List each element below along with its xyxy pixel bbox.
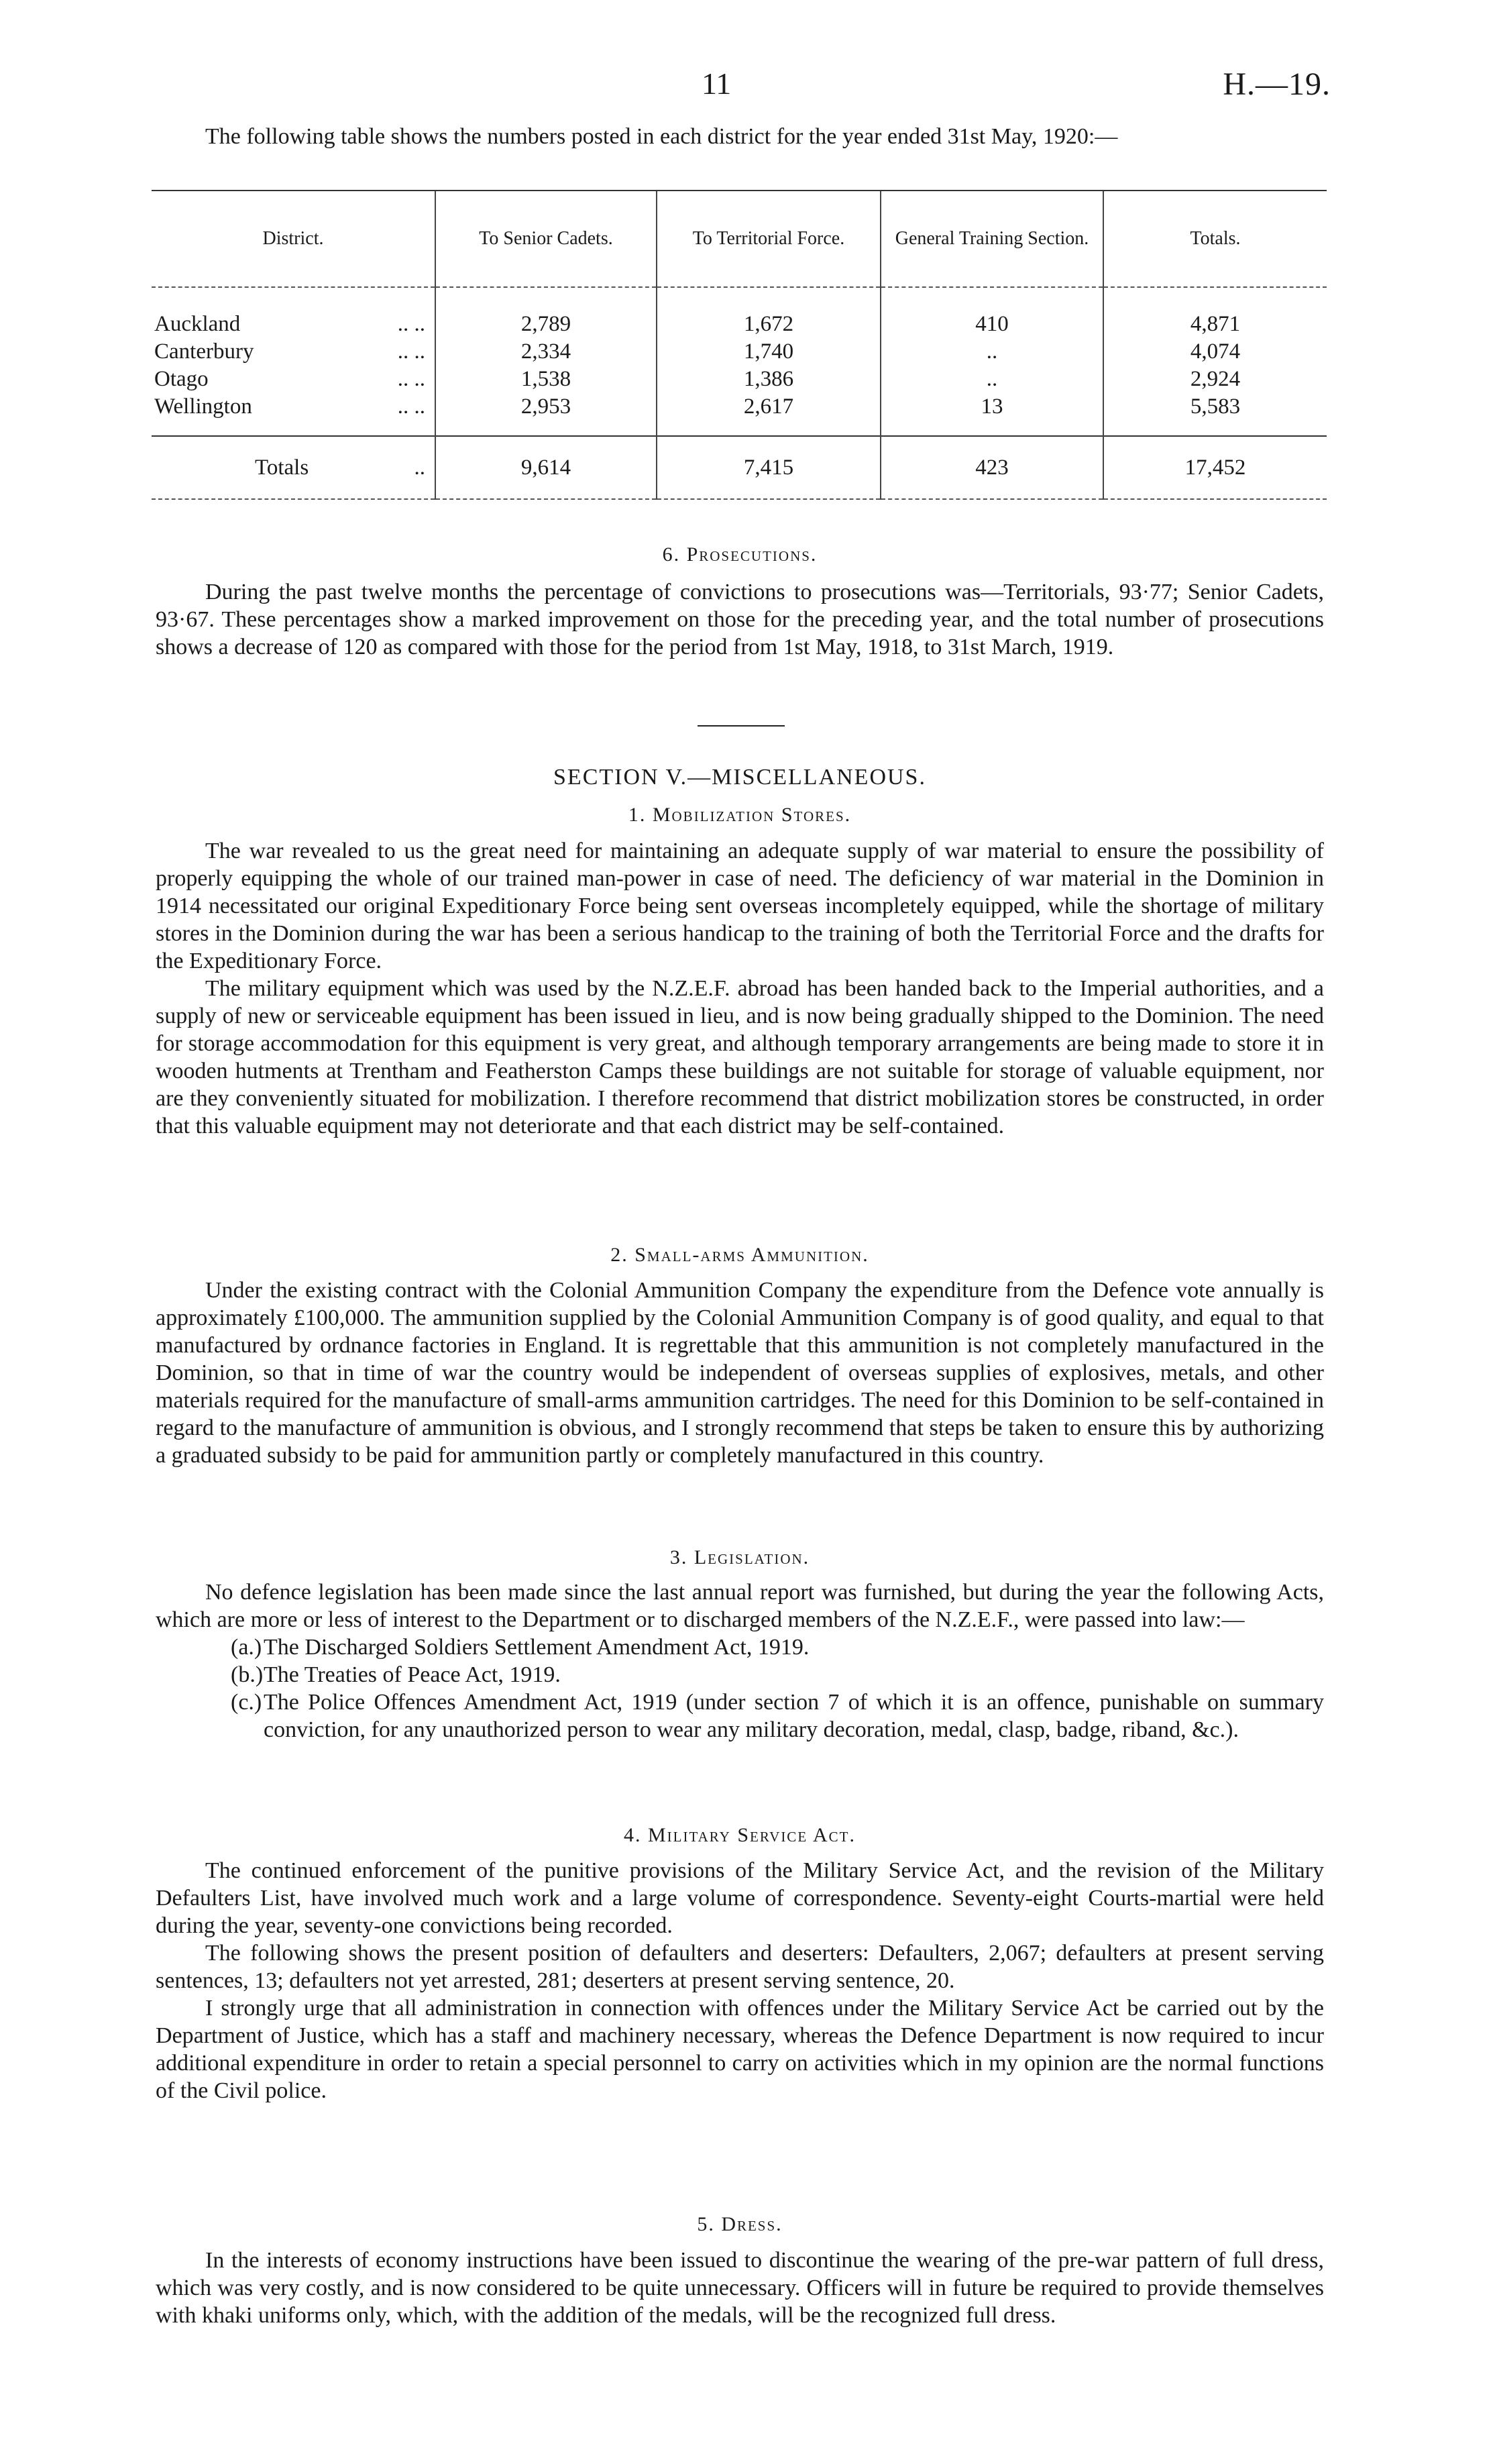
list-item (156, 1633, 1324, 1661)
prosecutions-paragraph: During the past twelve months the percentage of convictions to prosecutions was—Territorials, 93·77; Senior Cadets, 93·67. These percentages show a marked improvement on those for the preceding year, and the total number of prosecutions shows a decrease of 120 as compared with those for the period from 1st May, 1918, to 31st March, 1919. (156, 580, 1324, 659)
district-name: Otago (154, 367, 209, 391)
total-value: 5,583 (1103, 394, 1327, 436)
district-cell (152, 394, 435, 436)
table-row (152, 287, 1327, 339)
senior-cadets-value: 1,538 (435, 367, 657, 394)
document-reference: H.—19. (1223, 66, 1331, 102)
act-label: (c.) (231, 1690, 262, 1715)
column-header-senior-cadets: To Senior Cadets. (435, 191, 657, 287)
table-totals-row (152, 436, 1327, 499)
acts-list (156, 1633, 1324, 1744)
section-v-heading: SECTION V.—MISCELLANEOUS. (553, 765, 926, 790)
grand-total: 17,452 (1103, 436, 1327, 499)
table-header-row (152, 191, 1327, 287)
military-service-act-heading: 4. Military Service Act. (624, 1824, 856, 1846)
act-text: The Treaties of Peace Act, 1919. (264, 1662, 561, 1687)
table-row (152, 367, 1327, 394)
district-name: Auckland (154, 312, 241, 336)
territorial-force-total: 7,415 (657, 436, 881, 499)
small-arms-ammunition-heading: 2. Small-arms Ammunition. (610, 1244, 869, 1266)
general-training-value: 410 (881, 287, 1103, 339)
act-label: (b.) (231, 1662, 264, 1687)
leader-dots: .. (414, 455, 425, 480)
military-service-paragraph: I strongly urge that all administration in connection with offences under the Military Service Act be carried out by the Department of Justice, which has a staff and machinery necessary, whereas the Defence Department is now required to incur additional expenditure in order to retain a special personnel to carry on activities which in my opinion are the normal functions of the Civil police. (156, 1996, 1324, 2103)
senior-cadets-value: 2,953 (435, 394, 657, 436)
district-name: Canterbury (154, 339, 254, 364)
district-cell (152, 367, 435, 394)
column-header-territorial-force: To Territorial Force. (657, 191, 881, 287)
column-header-general-training: General Training Section. (881, 191, 1103, 287)
table-row (152, 339, 1327, 367)
district-cell (152, 287, 435, 339)
column-header-district: District. (152, 191, 435, 287)
territorial-force-value: 1,740 (657, 339, 881, 367)
military-service-paragraph: The continued enforcement of the punitive provisions of the Military Service Act, and the revision of the Military Defaulters List, have involved much work and a large volume of correspondence. Seventy-eight Courts-martial were held during the year, seventy-one convictions being recorded. (156, 1858, 1324, 1938)
mobilization-paragraph: The war revealed to us the great need for maintaining an adequate supply of war material to ensure the possibility of properly equipping the whole of our trained man-power in case of need. The deficiency of war material in the Dominion in 1914 necessitated our original Expeditionary Force being sent overseas incompletely equipped, while the shortage of military stores in the Dominion during the war has been a serious handicap to the training of both the Territorial Force and the drafts for the Expeditionary Force. (156, 839, 1324, 973)
military-service-act-section (156, 1857, 1324, 2104)
district-name: Wellington (154, 394, 252, 419)
act-text: The Police Offences Amendment Act, 1919 (under section 7 of which it is an offence, punishable on summary conviction, for any unauthorized person to wear any military decoration, medal, clasp, badge, riband, &c.). (264, 1690, 1324, 1742)
table-row (152, 394, 1327, 436)
general-training-value: .. (881, 339, 1103, 367)
dress-heading: 5. Dress. (697, 2213, 783, 2235)
list-item (156, 1661, 1324, 1689)
page-number: 11 (702, 66, 732, 101)
mobilization-stores-section (156, 837, 1324, 1140)
legislation-heading: 3. Legislation. (669, 1546, 810, 1568)
total-value: 4,871 (1103, 287, 1327, 339)
dress-paragraph: In the interests of economy instructions have been issued to discontinue the wearing of the pre-war pattern of full dress, which was very costly, and is now considered to be quite unnecessary. Officers will in future be required to provide themselves with khaki uniforms only, which, with the addition of the medals, will be the recognized full dress. (156, 2248, 1324, 2328)
territorial-force-value: 1,672 (657, 287, 881, 339)
table-intro (156, 123, 1324, 150)
list-item (156, 1689, 1324, 1744)
senior-cadets-total: 9,614 (435, 436, 657, 499)
senior-cadets-value: 2,334 (435, 339, 657, 367)
general-training-total: 423 (881, 436, 1103, 499)
table-intro-text: The following table shows the numbers posted in each district for the year ended 31st May, 1920:— (205, 124, 1118, 149)
dress-section (156, 2247, 1324, 2329)
ammunition-paragraph: Under the existing contract with the Colonial Ammunition Company the expenditure from the Defence vote annually is approximately £100,000. The ammunition supplied by the Colonial Ammunition Company is of good quality, and equal to that manufactured by ordnance factories in England. It is regrettable that this ammunition is not completely manufactured in the Dominion, so that in time of war the country would be independent of overseas supplies of explosives, metals, and other materials required for the manufacture of small-arms ammunition cartridges. The need for this Dominion to be self-contained in regard to the manufacture of ammunition is obvious, and I strongly recommend that steps be taken to ensure this by authorizing a graduated subsidy to be paid for ammunition partly or completely manufactured in this country. (156, 1278, 1324, 1468)
legislation-paragraph: No defence legislation has been made since the last annual report was furnished, but during the year the following Acts, which are more or less of interest to the Department or to discharged members of the N.Z.E.F., were passed into law:— (156, 1580, 1324, 1632)
mobilization-stores-heading: 1. Mobilization Stores. (628, 804, 852, 826)
totals-label-cell (152, 436, 435, 499)
territorial-force-value: 2,617 (657, 394, 881, 436)
military-service-paragraph: The following shows the present position of defaulters and deserters: Defaulters, 2,067; defaulters at present serving sentences, 13; defaulters not yet arrested, 281; deserters at present serving sentence, 20. (156, 1941, 1324, 1993)
district-cell (152, 339, 435, 367)
district-postings-table (152, 190, 1327, 500)
prosecutions-section (156, 578, 1324, 661)
total-value: 2,924 (1103, 367, 1327, 394)
small-arms-ammunition-section (156, 1277, 1324, 1469)
act-text: The Discharged Soldiers Settlement Amendment Act, 1919. (264, 1635, 810, 1660)
territorial-force-value: 1,386 (657, 367, 881, 394)
leader-dots: .. .. (397, 394, 425, 419)
general-training-value: 13 (881, 394, 1103, 436)
total-value: 4,074 (1103, 339, 1327, 367)
section-divider (698, 725, 785, 727)
act-label: (a.) (231, 1635, 262, 1660)
prosecutions-heading: 6. Prosecutions. (662, 543, 818, 566)
senior-cadets-value: 2,789 (435, 287, 657, 339)
column-header-totals: Totals. (1103, 191, 1327, 287)
mobilization-paragraph: The military equipment which was used by the N.Z.E.F. abroad has been handed back to the Imperial authorities, and a supply of new or serviceable equipment has been issued in lieu, and is now being gradually shipped to the Dominion. The need for storage accommodation for this equipment is very great, and although temporary arrangements are being made to store it in wooden hutments at Trentham and Featherston Camps these buildings are not suitable for storage of valuable equipment, nor are they conveniently situated for mobilization. I therefore recommend that district mobilization stores be constructed, in order that this valuable equipment may not deteriorate and that each district may be self-contained. (156, 976, 1324, 1138)
totals-label: Totals (255, 455, 309, 480)
leader-dots: .. .. (397, 312, 425, 336)
leader-dots: .. .. (397, 339, 425, 364)
leader-dots: .. .. (397, 367, 425, 391)
legislation-section (156, 1578, 1324, 1744)
general-training-value: .. (881, 367, 1103, 394)
